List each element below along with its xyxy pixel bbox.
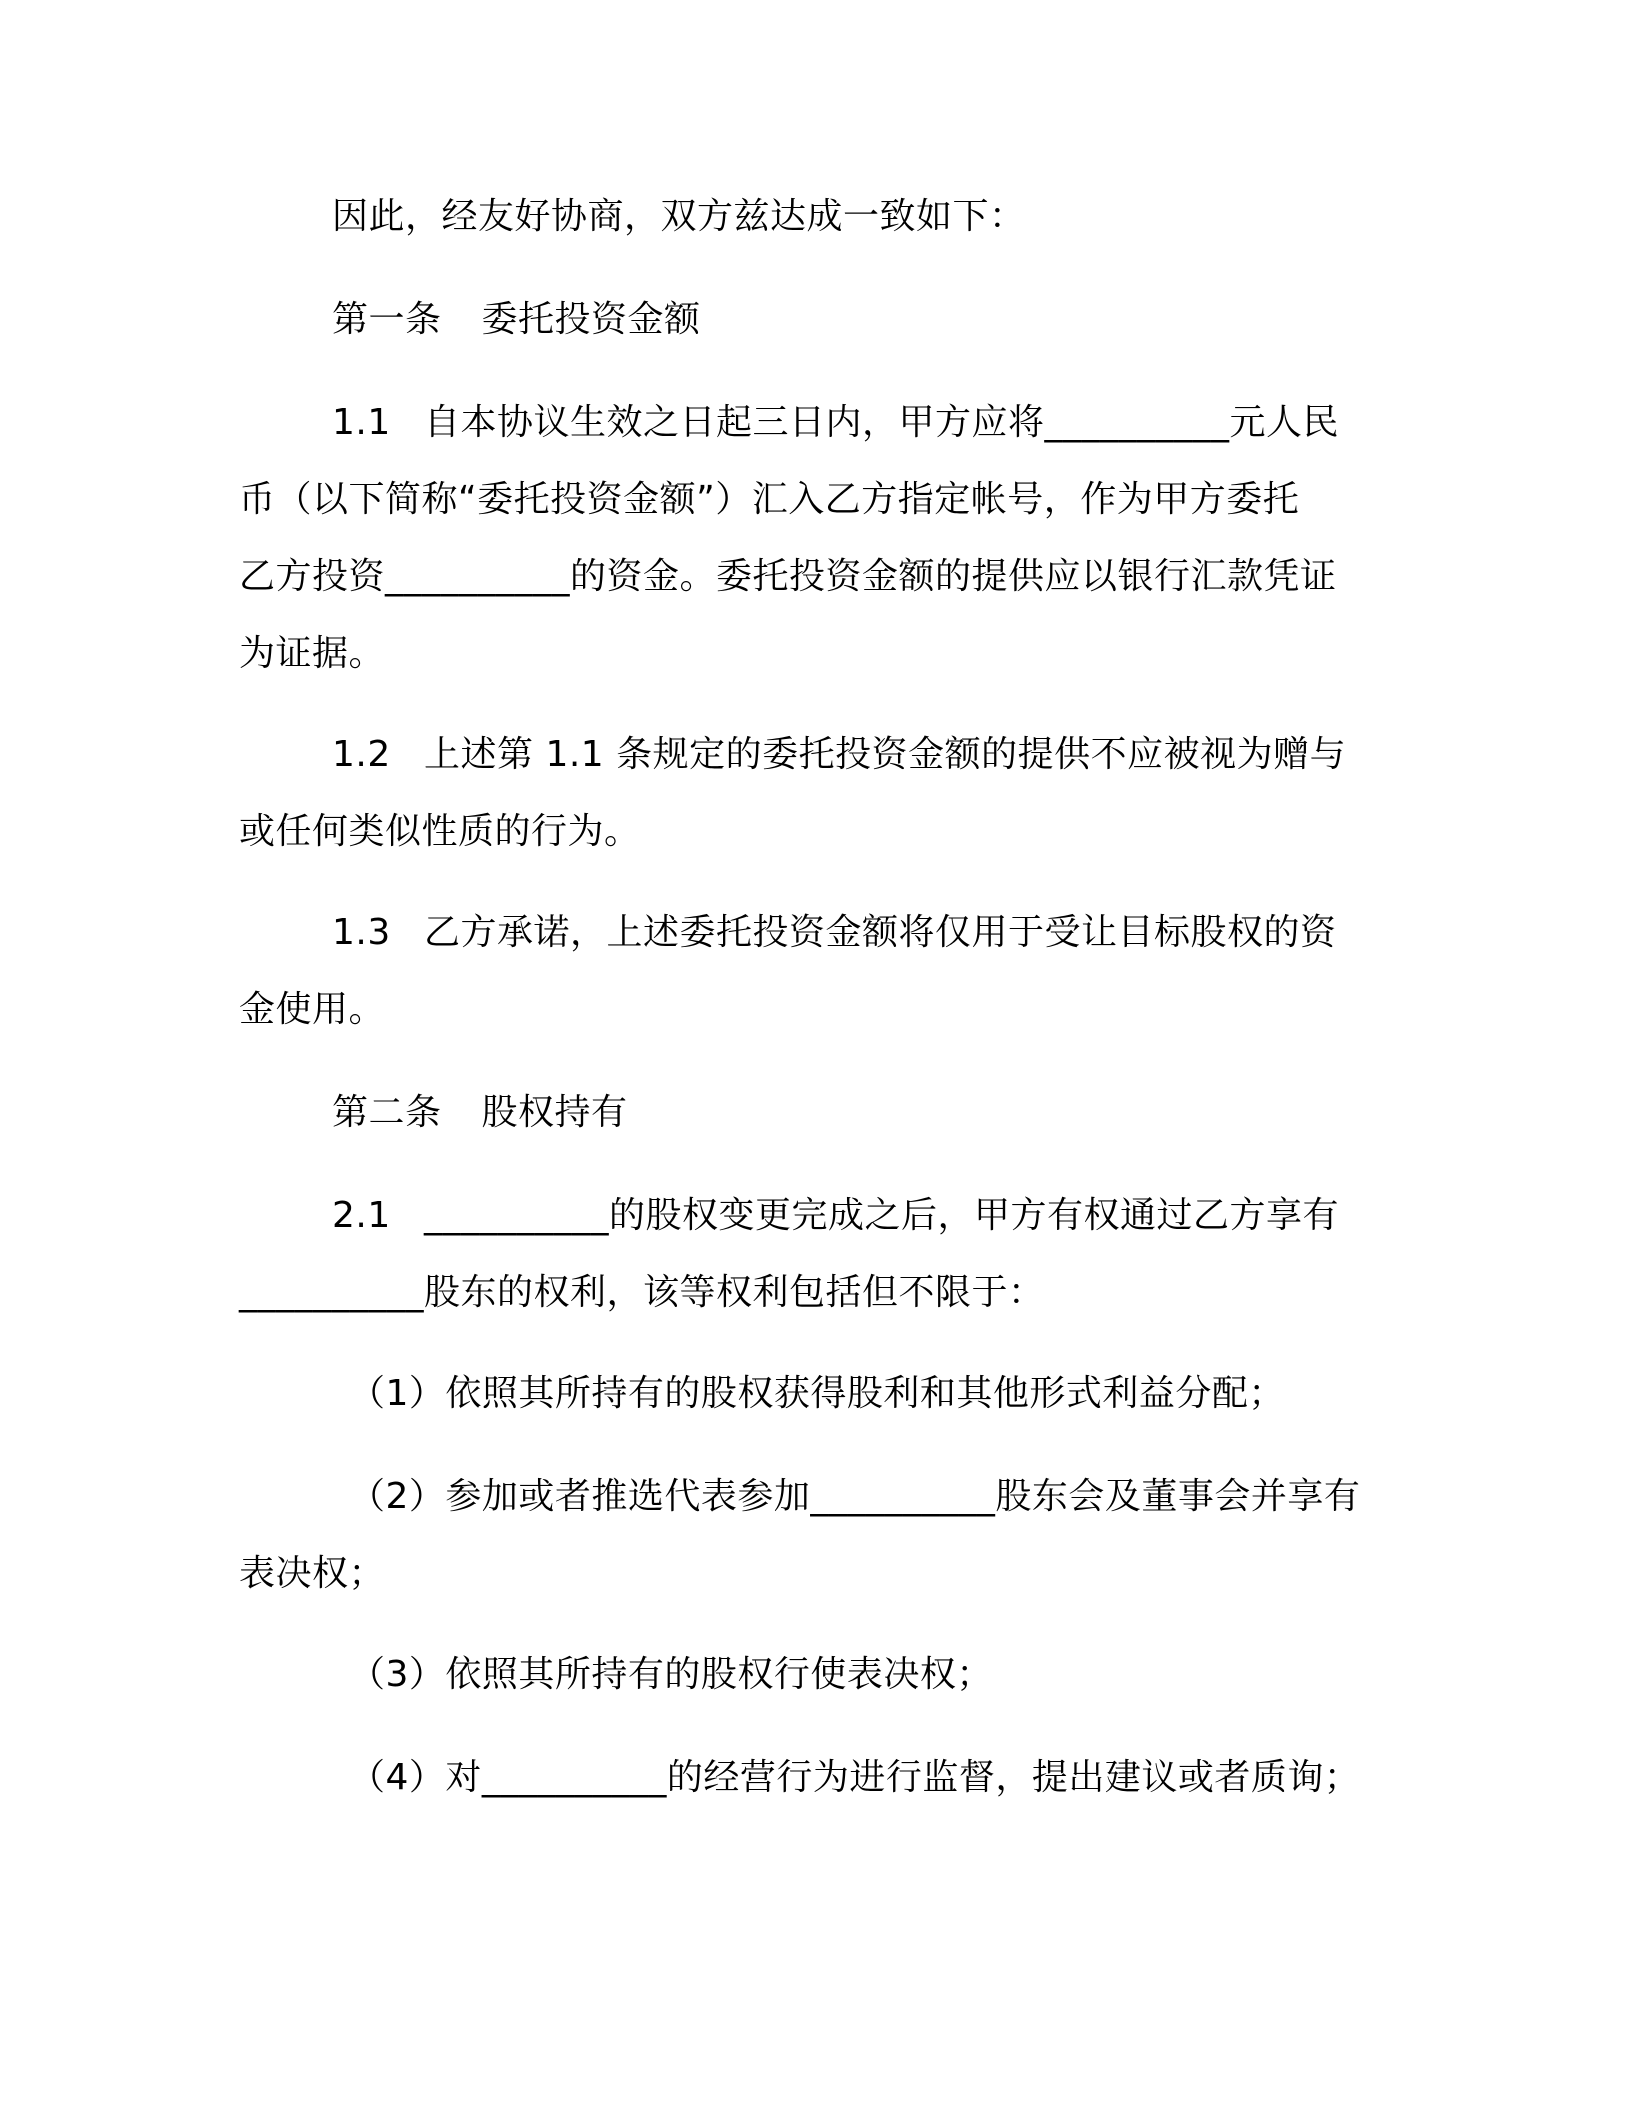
clause-1-2-line-2: 或任何类似性质的行为。 — [239, 811, 641, 852]
clause-1-1-number: 1.1 — [332, 402, 391, 443]
intro-paragraph: 因此，经友好协商，双方兹达成一致如下： — [332, 196, 1026, 237]
clause-2-1-number: 2.1 — [332, 1195, 391, 1236]
article-1-label: 第一条 — [332, 299, 442, 340]
clause-2-1-line-1 — [332, 1191, 1339, 1241]
clause-1-1-line-4: 为证据。 — [239, 633, 386, 674]
article-2-title: 股权持有 — [481, 1092, 628, 1133]
clause-2-1-text-1: __________的股权变更完成之后，甲方有权通过乙方享有 — [424, 1195, 1340, 1236]
clause-1-1-line-3: 乙方投资__________的资金。委托投资金额的提供应以银行汇款凭证 — [239, 556, 1337, 597]
list-item-4-text: 对__________的经营行为进行监督，提出建议或者质询； — [445, 1757, 1361, 1798]
clause-1-1-line-1 — [332, 398, 1339, 448]
list-item-1-text: 依照其所持有的股权获得股利和其他形式利益分配； — [445, 1373, 1285, 1414]
clause-1-1-text-1: 自本协议生效之日起三日内，甲方应将__________元人民 — [424, 402, 1340, 443]
clause-1-2-line-1 — [332, 730, 1346, 780]
list-item-1-number: （1） — [349, 1373, 446, 1414]
clause-1-3-line-2: 金使用。 — [239, 989, 386, 1030]
list-item-2-number: （2） — [349, 1476, 446, 1517]
clause-1-3-line-1 — [332, 908, 1337, 958]
article-2-heading — [332, 1088, 628, 1138]
list-item-4 — [349, 1753, 1360, 1803]
list-item-2-text: 参加或者推选代表参加__________股东会及董事会并享有 — [445, 1476, 1361, 1517]
list-item-4-number: （4） — [349, 1757, 446, 1798]
clause-1-2-number: 1.2 — [332, 734, 391, 775]
list-item-3-text: 依照其所持有的股权行使表决权； — [445, 1654, 993, 1695]
article-1-heading — [332, 295, 701, 345]
list-item-3-number: （3） — [349, 1654, 446, 1695]
clause-1-3-number: 1.3 — [332, 912, 391, 953]
list-item-3 — [349, 1650, 993, 1700]
clause-1-2-text-1: 上述第 1.1 条规定的委托投资金额的提供不应被视为赠与 — [424, 734, 1347, 775]
article-1-title: 委托投资金额 — [481, 299, 701, 340]
clause-2-1-line-2: __________股东的权利，该等权利包括但不限于： — [239, 1272, 1045, 1313]
list-item-2 — [349, 1472, 1360, 1522]
clause-1-3-text-1: 乙方承诺，上述委托投资金额将仅用于受让目标股权的资 — [424, 912, 1337, 953]
clause-1-1-line-2: 币（以下简称“委托投资金额”）汇入乙方指定帐号，作为甲方委托 — [239, 479, 1300, 520]
list-item-1 — [349, 1369, 1285, 1419]
article-2-label: 第二条 — [332, 1092, 442, 1133]
list-item-2-line-2: 表决权； — [239, 1553, 386, 1594]
